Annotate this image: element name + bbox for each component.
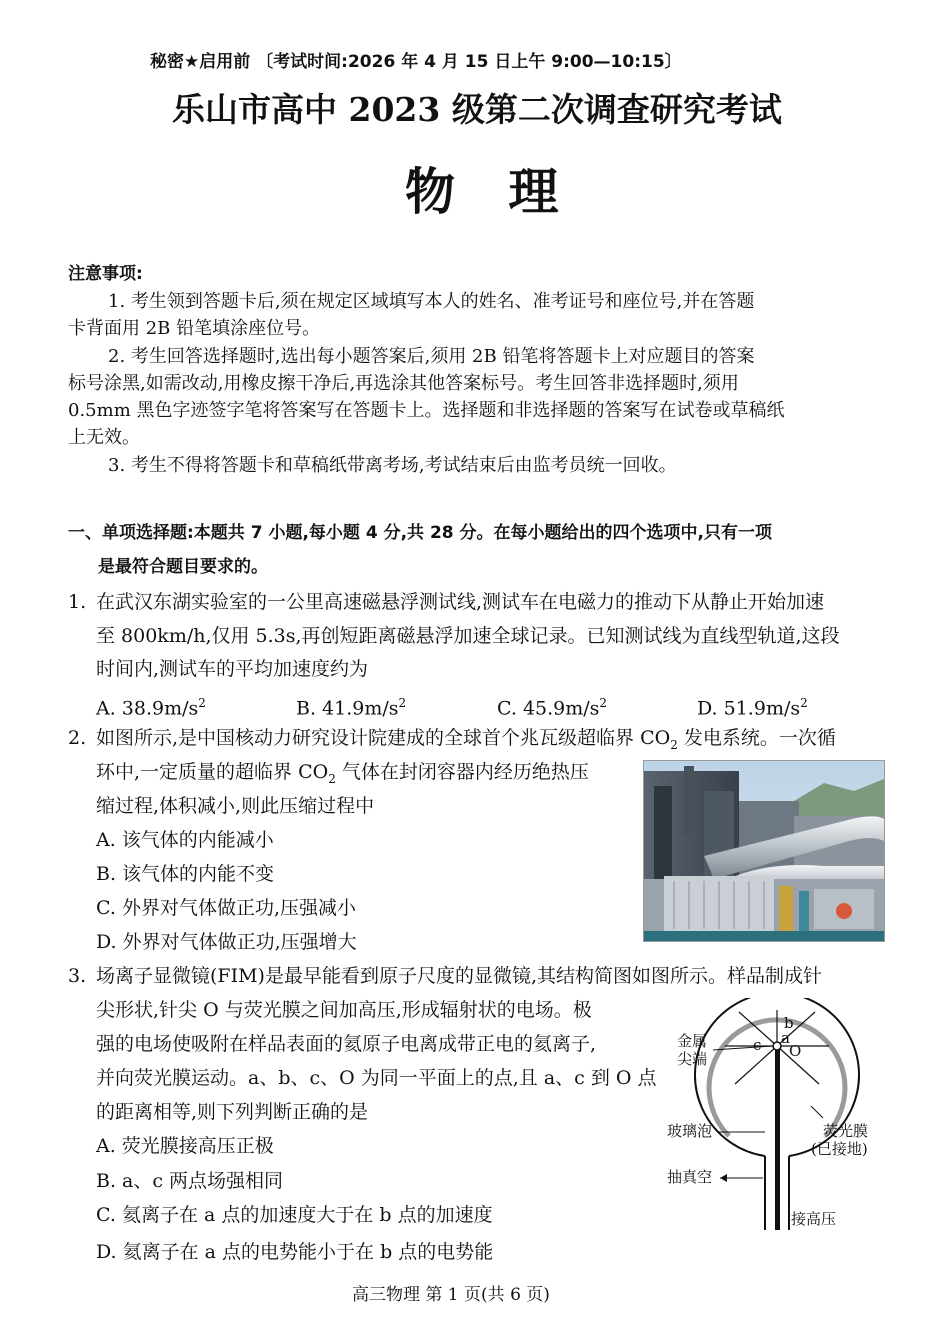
q2-option-d: D. 外界对气体做正功,压强增大 <box>96 931 357 953</box>
film-label: 荧光膜 <box>823 1122 869 1140</box>
notice-line: 上无效。 <box>68 427 140 448</box>
q2-stem: 缩过程,体积减小,则此压缩过程中 <box>96 795 375 817</box>
section-heading-cont: 是最符合题目要求的。 <box>98 557 268 577</box>
notice-line: 1. 考生领到答题卡后,须在规定区域填写本人的姓名、准考证号和座位号,并在答题 <box>108 291 755 312</box>
page-footer: 高三物理 第 1 页(共 6 页) <box>352 1285 550 1305</box>
co2-power-plant-photo <box>643 760 885 942</box>
fim-diagram <box>665 998 885 1230</box>
q3-number: 3. <box>68 965 87 987</box>
notice-line: 卡背面用 2B 铅笔填涂座位号。 <box>68 318 321 339</box>
q3-option-a: A. 荧光膜接高压正极 <box>96 1135 274 1157</box>
film-label: (已接地) <box>811 1140 868 1158</box>
q1-stem: 在武汉东湖实验室的一公里高速磁悬浮测试线,测试车在电磁力的推动下从静止开始加速 <box>96 591 825 613</box>
vacuum-label: 抽真空 <box>667 1168 713 1186</box>
notice-heading: 注意事项: <box>68 264 143 284</box>
q3-stem: 强的电场使吸附在样品表面的氦原子电离成带正电的氦离子, <box>96 1033 597 1055</box>
notice-line: 2. 考生回答选择题时,选出每小题答案后,须用 2B 铅笔将答题卡上对应题目的答案 <box>108 346 755 367</box>
q2-option-c: C. 外界对气体做正功,压强减小 <box>96 897 356 919</box>
q1-option-b: B. $41.9m/s^2$ <box>296 696 407 720</box>
metal-tip-label: 金属 <box>677 1032 708 1050</box>
point-c-label: c <box>753 1036 762 1054</box>
exam-title: 乐山市高中 2023 级第二次调查研究考试 <box>172 90 782 129</box>
q2-stem: 环中,一定质量的超临界 $CO_2$ 气体在封闭容器内经历绝热压 <box>96 761 589 786</box>
point-b-label: b <box>784 1014 794 1032</box>
q3-stem: 并向荧光膜运动。a、b、c、O 为同一平面上的点,且 a、c 到 O 点 <box>96 1067 657 1089</box>
notice-line: 3. 考生不得将答题卡和草稿纸带离考场,考试结束后由监考员统一回收。 <box>108 455 677 476</box>
notice-line: 标号涂黑,如需改动,用橡皮擦干净后,再选涂其他答案标号。考生回答非选择题时,须用 <box>68 373 739 394</box>
q1-option-d: D. $51.9m/s^2$ <box>697 696 808 720</box>
q2-option-b: B. 该气体的内能不变 <box>96 863 275 885</box>
q1-option-c: C. $45.9m/s^2$ <box>497 696 608 720</box>
subject-title: 物 理 <box>405 162 577 221</box>
q2-stem: 如图所示,是中国核动力研究设计院建成的全球首个兆瓦级超临界 $CO_2$ 发电系统。一次循 <box>96 727 836 752</box>
q1-number: 1. <box>68 591 87 613</box>
q3-stem: 尖形状,针尖 O 与荧光膜之间加高压,形成辐射状的电场。极 <box>96 999 592 1021</box>
metal-tip-label: 尖端 <box>677 1050 708 1068</box>
q3-option-d: D. 氦离子在 a 点的电势能小于在 b 点的电势能 <box>96 1241 494 1263</box>
point-a-label: a <box>781 1029 790 1047</box>
notice-line: 0.5mm 黑色字迹签字笔将答案写在答题卡上。选择题和非选择题的答案写在试卷或草稿纸 <box>68 400 785 421</box>
q1-stem: 时间内,测试车的平均加速度约为 <box>96 658 369 680</box>
point-o-label: O <box>789 1042 802 1060</box>
q1-option-a: A. $38.9m/s^2$ <box>96 696 206 720</box>
q3-option-c: C. 氦离子在 a 点的加速度大于在 b 点的加速度 <box>96 1204 493 1226</box>
secret-line: 秘密★启用前 〔考试时间:2026 年 4 月 15 日上午 9:00—10:15〕 <box>150 52 682 72</box>
q2-option-a: A. 该气体的内能减小 <box>96 829 274 851</box>
q3-option-b: B. a、c 两点场强相同 <box>96 1170 284 1192</box>
high-voltage-label: 接高压 <box>791 1210 837 1228</box>
q2-number: 2. <box>68 727 87 749</box>
q3-stem: 的距离相等,则下列判断正确的是 <box>96 1101 369 1123</box>
section-heading: 一、单项选择题:本题共 7 小题,每小题 4 分,共 28 分。在每小题给出的四个选项中,只有一项 <box>68 523 772 543</box>
glass-bulb-label: 玻璃泡 <box>667 1122 713 1140</box>
q3-stem: 场离子显微镜(FIM)是最早能看到原子尺度的显微镜,其结构简图如图所示。样品制成针 <box>96 965 823 987</box>
q1-stem: 至 800km/h,仅用 5.3s,再创短距离磁悬浮加速全球记录。已知测试线为直线型轨道,这段 <box>96 625 840 647</box>
